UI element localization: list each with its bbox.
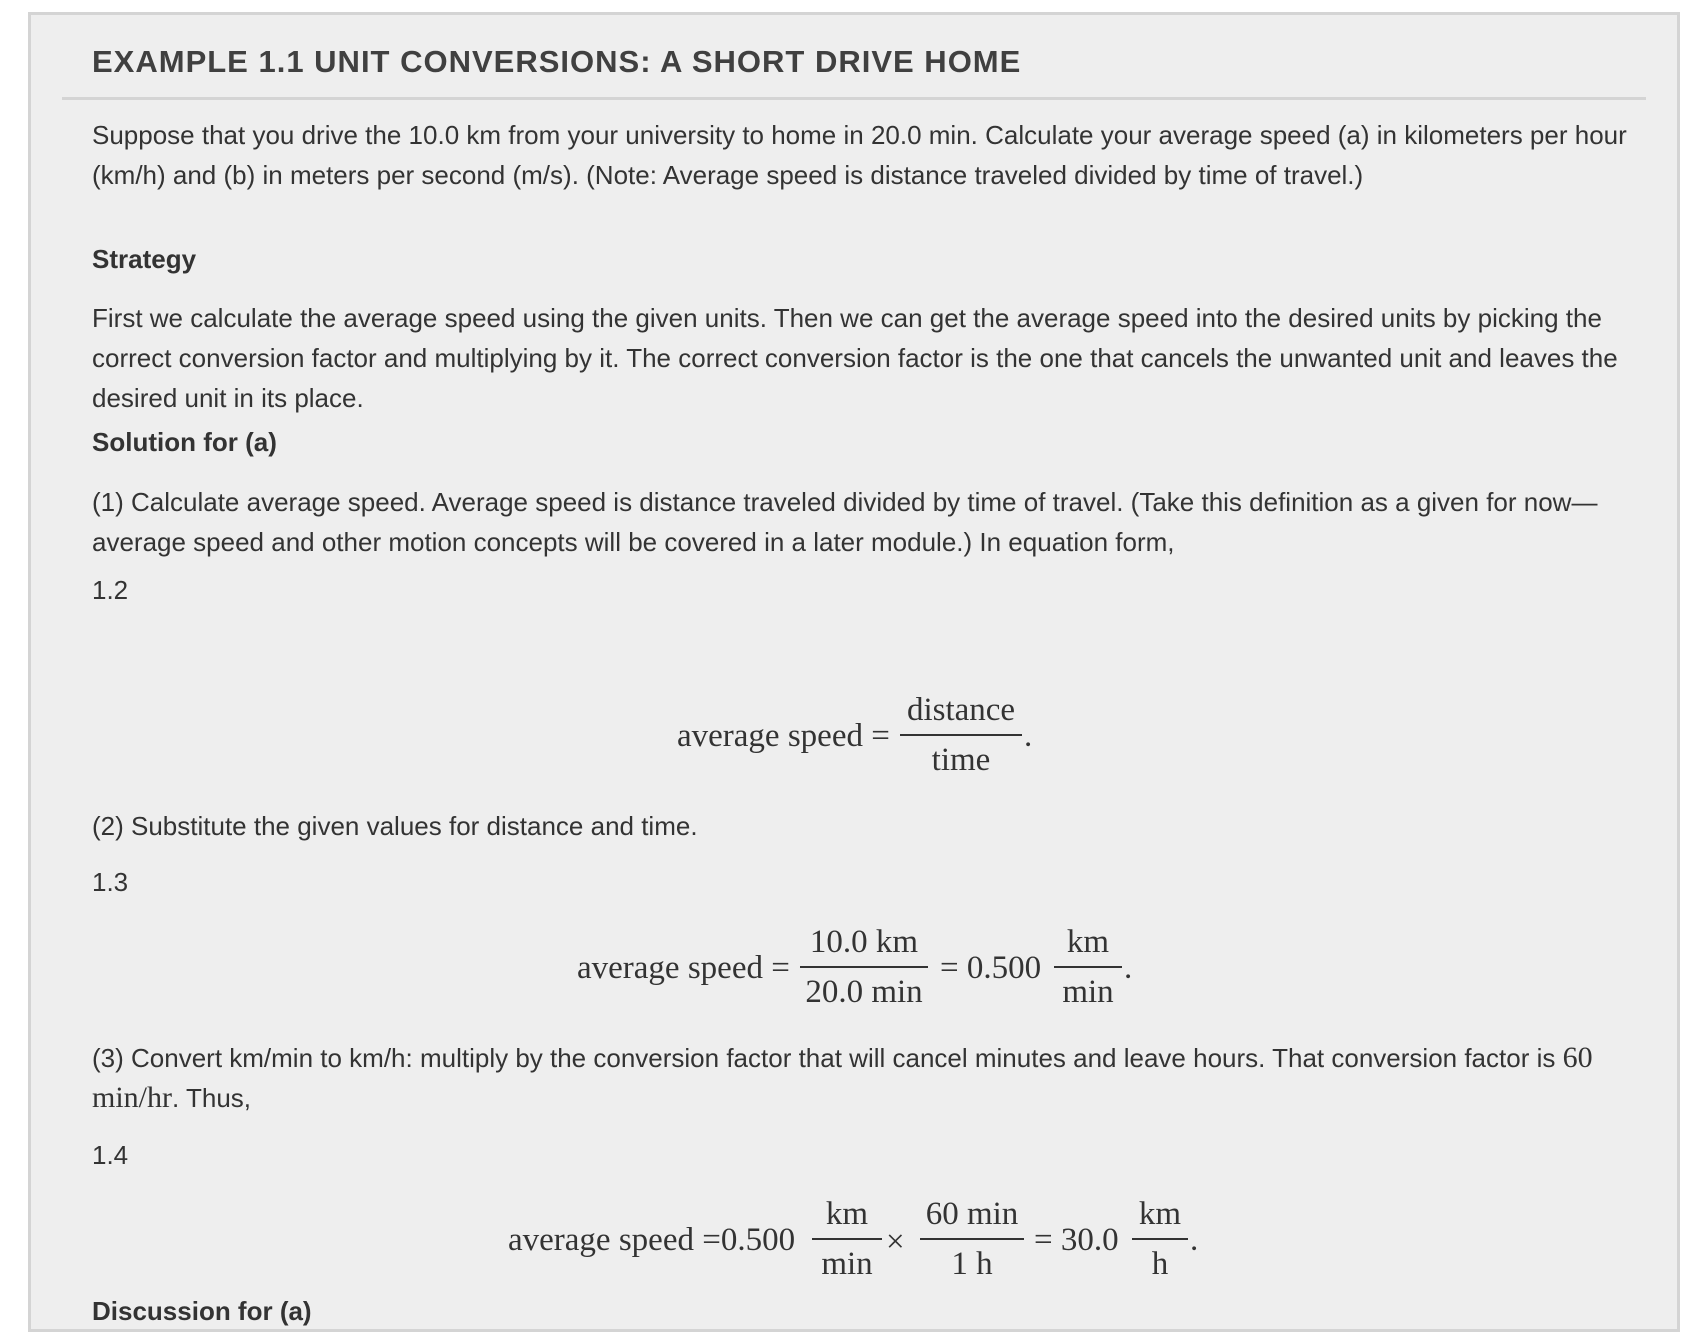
strategy-heading: Strategy: [92, 244, 197, 274]
solution-a-heading: Solution for (a): [92, 427, 277, 457]
equation-number-1-4: 1.4: [92, 1140, 129, 1170]
eq13-numerator-2: km: [1066, 924, 1110, 960]
eq13-mid: = 0.500: [940, 950, 1042, 986]
discussion-heading-partial: Discussion for (a): [92, 1296, 312, 1326]
eq14-end: .: [1190, 1222, 1199, 1258]
eq14-fraction-1: [812, 1194, 882, 1284]
eq14-fraction-3: [1132, 1194, 1188, 1284]
step3-math: 60 min/hr: [92, 1041, 1593, 1114]
equation-number-1-2: 1.2: [92, 575, 129, 605]
eq14-numerator-3: km: [1138, 1196, 1182, 1232]
eq13-fraction-2: [1054, 922, 1122, 1012]
example-box: [28, 12, 1680, 1332]
eq14-denominator-3: h: [1151, 1246, 1169, 1282]
example-title-bar: [62, 20, 1646, 100]
step3-post: . Thus,: [172, 1083, 252, 1113]
eq12-fraction: [900, 690, 1022, 780]
eq14-numerator-2: 60 min: [925, 1196, 1019, 1232]
eq12-end: .: [1024, 718, 1033, 754]
eq14-denominator-1: min: [821, 1246, 873, 1282]
problem-text: Suppose that you drive the 10.0 km from your university to home in 20.0 min. Calculate your average speed (a) in kilometers per hour (km/h) and (b) in meters per second (m/s). (Note: Average speed is distance traveled divided by time of travel.): [92, 120, 1627, 190]
eq13-denominator-1: 20.0 min: [805, 974, 923, 1010]
eq13-denominator-2: min: [1062, 974, 1114, 1010]
equation-number-1-3: 1.3: [92, 867, 129, 897]
eq12-denominator: time: [931, 742, 991, 778]
eq14-fraction-2: [920, 1194, 1024, 1284]
eq14-denominator-2: 1 h: [951, 1246, 993, 1282]
step3-text: [92, 1038, 1652, 1118]
eq12-numerator: distance: [906, 692, 1016, 728]
eq14-numerator-1: km: [825, 1196, 869, 1232]
eq13-fraction-1: [800, 922, 928, 1012]
eq13-lhs: average speed =: [577, 950, 790, 986]
strategy-text: First we calculate the average speed using the given units. Then we can get the average speed into the desired units by picking the correct conversion factor and multiplying by it. The correct conversion factor is the one that cancels the unwanted unit and leaves the desired unit in its place.: [92, 303, 1618, 413]
step1-text: (1) Calculate average speed. Average speed is distance traveled divided by time of travel. (Take this definition as a given for now—average speed and other motion concepts will be covered in a later module.) In equation form,: [92, 487, 1598, 557]
step2-text: (2) Substitute the given values for distance and time.: [92, 811, 698, 841]
eq12-lhs: average speed =: [677, 718, 890, 754]
step3-pre: (3) Convert km/min to km/h: multiply by the conversion factor that will cancel minutes and leave hours. That conversion factor is: [92, 1043, 1563, 1073]
eq14-lhs: average speed =0.500: [508, 1222, 796, 1258]
eq14-mid: = 30.0: [1034, 1222, 1119, 1258]
eq13-numerator-1: 10.0 km: [809, 924, 919, 960]
eq14-times: ×: [886, 1224, 905, 1260]
eq13-end: .: [1124, 950, 1133, 986]
example-title: EXAMPLE 1.1 UNIT CONVERSIONS: A SHORT DRIVE HOME: [92, 44, 1022, 79]
